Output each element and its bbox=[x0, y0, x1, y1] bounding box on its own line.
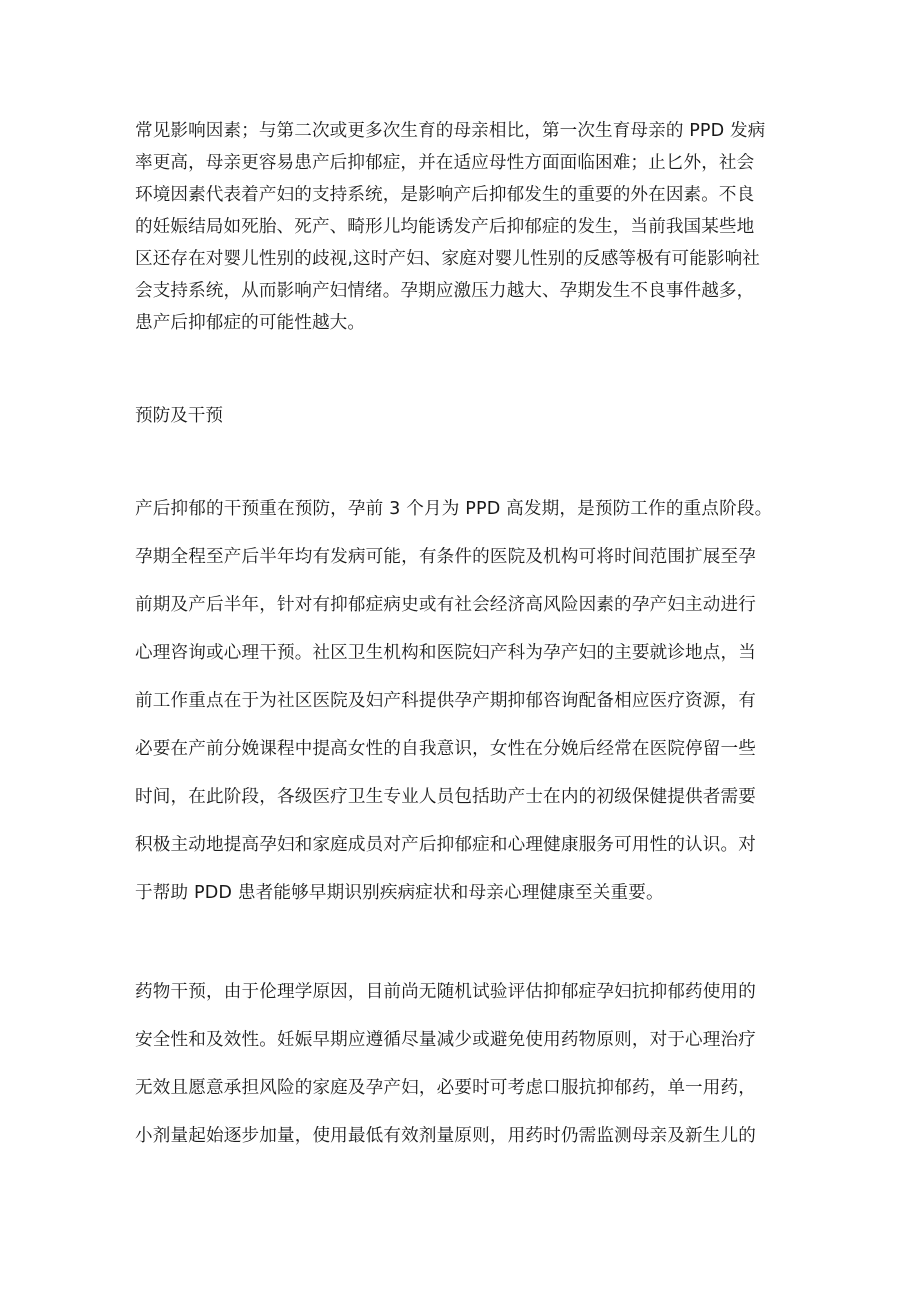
text-line: 区还存在对婴儿性别的歧视,这时产妇、家庭对婴儿性别的反感等极有可能影响社 bbox=[135, 249, 760, 269]
text-line: 于帮助 PDD 患者能够早期识别疾病症状和母亲心理健康至关重要。 bbox=[135, 883, 664, 903]
text-line: 产后抑郁的干预重在预防，孕前 3 个月为 PPD 高发期，是预防工作的重点阶段。 bbox=[135, 499, 773, 519]
text-line: 常见影响因素；与第二次或更多次生育的母亲相比，第一次生育母亲的 PPD 发病 bbox=[135, 121, 766, 141]
text-line: 时间，在此阶段，各级医疗卫生专业人员包括助产士在内的初级保健提供者需要 bbox=[135, 787, 757, 807]
text-line: 小剂量起始逐步加量，使用最低有效剂量原则，用药时仍需监测母亲及新生儿的 bbox=[135, 1126, 757, 1146]
section-heading: 预防及干预 bbox=[135, 406, 223, 426]
text-line: 心理咨询或心理干预。社区卫生机构和医院妇产科为孕产妇的主要就诊地点，当 bbox=[135, 643, 757, 663]
text-line: 积极主动地提高孕妇和家庭成员对产后抑郁症和心理健康服务可用性的认识。对 bbox=[135, 835, 757, 855]
text-line: 前工作重点在于为社区医院及妇产科提供孕产期抑郁咨询配备相应医疗资源，有 bbox=[135, 691, 757, 711]
text-line: 环境因素代表着产妇的支持系统，是影响产后抑郁发生的重要的外在因素。不良 bbox=[135, 185, 755, 205]
text-line: 会支持系统，从而影响产妇情绪。孕期应激压力越大、孕期发生不良事件越多， bbox=[135, 281, 755, 301]
text-line: 的妊娠结局如死胎、死产、畸形儿均能诱发产后抑郁症的发生，当前我国某些地 bbox=[135, 217, 755, 237]
text-line: 孕期全程至产后半年均有发病可能，有条件的医院及机构可将时间范围扩展至孕 bbox=[135, 547, 757, 567]
text-line: 前期及产后半年，针对有抑郁症病史或有社会经济高风险因素的孕产妇主动进行 bbox=[135, 595, 757, 615]
text-line: 患产后抑郁症的可能性越大。 bbox=[135, 313, 366, 333]
text-line: 率更高，母亲更容易患产后抑郁症，并在适应母性方面面临困难；止匕外，社会 bbox=[135, 153, 755, 173]
text-line: 药物干预，由于伦理学原因，目前尚无随机试验评估抑郁症孕妇抗抑郁药使用的 bbox=[135, 982, 757, 1002]
text-line: 安全性和及效性。妊娠早期应遵循尽量减少或避免使用药物原则，对于心理治疗 bbox=[135, 1030, 757, 1050]
text-line: 必要在产前分娩课程中提高女性的自我意识，女性在分娩后经常在医院停留一些 bbox=[135, 739, 757, 759]
text-line: 无效且愿意承担风险的家庭及孕产妇，必要时可考虑口服抗抑郁药，单一用药， bbox=[135, 1078, 757, 1098]
